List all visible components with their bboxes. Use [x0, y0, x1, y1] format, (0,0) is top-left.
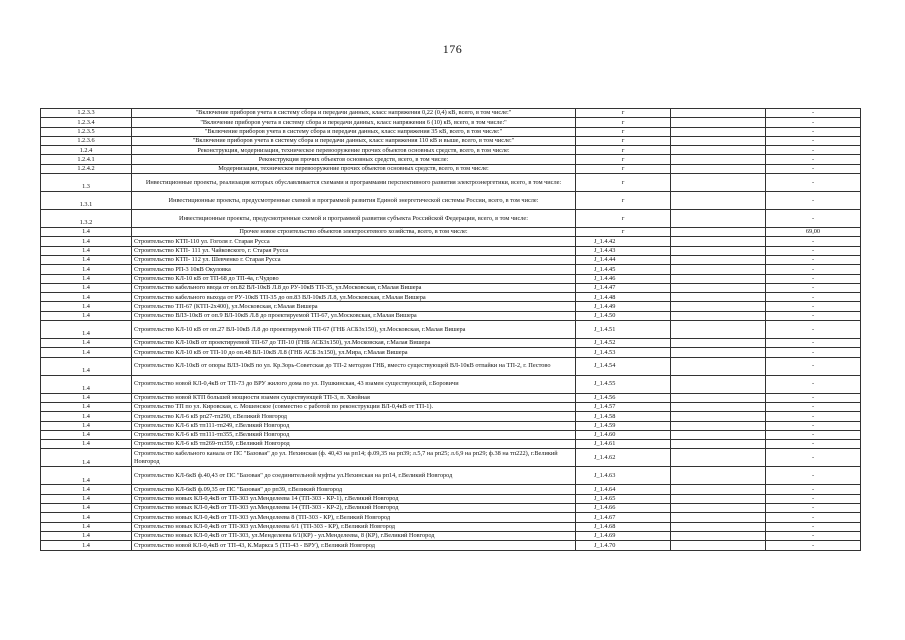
row-code: 1.4 [41, 228, 132, 237]
row-name: Реконструкция, модернизация, техническое перевооружение прочих объектов основных средств, всего, в том числе: [132, 146, 576, 155]
row-value-2: - [766, 402, 861, 411]
row-code: 1.4 [41, 541, 132, 550]
table-row [41, 311, 861, 320]
row-value-1 [671, 402, 766, 411]
investment-table [40, 108, 861, 551]
row-identifier: J_1.4.60 [576, 430, 671, 439]
page-number: 176 [442, 42, 463, 56]
table-row [41, 255, 861, 264]
table-row [41, 265, 861, 274]
row-code: 1.4 [41, 504, 132, 513]
row-value-2: - [766, 421, 861, 430]
row-value-1 [671, 246, 766, 255]
row-value-1 [671, 440, 766, 449]
row-value-2: - [766, 283, 861, 292]
row-value-1 [671, 164, 766, 173]
row-identifier: J_1.4.43 [576, 246, 671, 255]
row-value-1 [671, 293, 766, 302]
row-value-2: - [766, 146, 861, 155]
table-row [41, 164, 861, 173]
row-identifier: J_1.4.49 [576, 302, 671, 311]
row-identifier: J_1.4.45 [576, 265, 671, 274]
row-value-1 [671, 531, 766, 540]
table-row [41, 531, 861, 540]
row-name: Строительство КЛ-6кВ ф.40,43 от ПС "Базовая" до соединительной муфты ул.Нехинская на рп14, г.Великий Новгород [132, 467, 576, 485]
row-value-1 [671, 513, 766, 522]
table-row [41, 467, 861, 485]
row-value-2: - [766, 192, 861, 210]
row-name: Строительство КТП- 111 ул. Чайковского, г. Старая Русса [132, 246, 576, 255]
row-value-2: - [766, 311, 861, 320]
row-name: Строительство новых КЛ-0,4кВ от ТП-303 ул.Менделеева 6/1 (ТП-303 - КР), г.Великий Новгород [132, 522, 576, 531]
row-identifier: J_1.4.57 [576, 402, 671, 411]
table-row [41, 421, 861, 430]
table-row [41, 449, 861, 467]
row-identifier: г [576, 118, 671, 127]
row-code: 1.4 [41, 494, 132, 503]
row-value-1 [671, 504, 766, 513]
row-identifier: г [576, 192, 671, 210]
row-name: Строительство ТП по ул. Кировская, с. Мошенское (совместно с работой по реконструкции ВЛ-0,4кВ от ТП-1). [132, 402, 576, 411]
row-identifier: г [576, 174, 671, 192]
table-row [41, 440, 861, 449]
table-row [41, 192, 861, 210]
row-identifier: J_1.4.62 [576, 449, 671, 467]
row-value-2: - [766, 293, 861, 302]
row-value-1 [671, 237, 766, 246]
row-code: 1.4 [41, 339, 132, 348]
table-row [41, 136, 861, 145]
row-value-1 [671, 228, 766, 237]
row-value-2: - [766, 522, 861, 531]
row-value-1 [671, 339, 766, 348]
row-code: 1.2.4.2 [41, 164, 132, 173]
row-name: Инвестиционные проекты, предусмотренные схемой и программой развития Единой энергетической системы России, всего, в том числе: [132, 192, 576, 210]
row-value-2: - [766, 541, 861, 550]
table-row [41, 375, 861, 393]
row-name: Строительство кабельного выхода от РУ-10кВ ТП-35 до оп.83 ВЛ-10кВ Л.8, ул.Московская, г.Малая Вишера [132, 293, 576, 302]
row-name: Строительство КТП-110 ул. Гоголя г. Старая Русса [132, 237, 576, 246]
row-value-2: - [766, 357, 861, 375]
row-value-2: - [766, 210, 861, 228]
row-value-1 [671, 302, 766, 311]
row-value-2: - [766, 118, 861, 127]
row-name: Строительство КЛ-6кВ ф.09,35 от ПС "Базовая" до рп39, г.Великий Новгород [132, 485, 576, 494]
row-value-1 [671, 449, 766, 467]
row-code: 1.4 [41, 302, 132, 311]
row-value-2: - [766, 265, 861, 274]
row-value-2: - [766, 485, 861, 494]
row-value-1 [671, 467, 766, 485]
row-identifier: J_1.4.65 [576, 494, 671, 503]
row-code: 1.4 [41, 412, 132, 421]
row-value-1 [671, 109, 766, 118]
row-value-2: - [766, 321, 861, 339]
row-name: Строительство кабельного ввода от оп.82 ВЛ-10кВ Л.8 до РУ-10кВ ТП-35, ул.Московская, г.Малая Вишера [132, 283, 576, 292]
row-name: Реконструкция прочих объектов основных средств, всего, в том числе: [132, 155, 576, 164]
table-row [41, 274, 861, 283]
row-value-1 [671, 210, 766, 228]
row-value-1 [671, 430, 766, 439]
row-identifier: J_1.4.68 [576, 522, 671, 531]
row-identifier: J_1.4.56 [576, 393, 671, 402]
row-name: "Включение приборов учета в систему сбора и передачи данных, класс напряжения 6 (10) кВ, всего, в том числе:" [132, 118, 576, 127]
row-code: 1.4 [41, 485, 132, 494]
row-identifier: J_1.4.44 [576, 255, 671, 264]
row-code: 1.2.3.6 [41, 136, 132, 145]
row-value-1 [671, 283, 766, 292]
table-row [41, 283, 861, 292]
row-identifier: J_1.4.70 [576, 541, 671, 550]
row-name: Строительство новых КЛ-0,4кВ от ТП-303 ул.Менделеева 14 (ТП-303 - КР-2), г.Великий Новгород [132, 504, 576, 513]
row-value-1 [671, 311, 766, 320]
row-name: "Включение приборов учета в систему сбора и передачи данных, класс напряжения 110 кВ и выше, всего, в том числе:" [132, 136, 576, 145]
row-name: Строительство КТП- 112 ул. Шевченко г. Старая Русса [132, 255, 576, 264]
row-name: Инвестиционные проекты, предусмотренные схемой и программой развития субъекта Российской Федерации, всего, в том числе: [132, 210, 576, 228]
row-value-2: - [766, 393, 861, 402]
row-name: Строительство КЛ-6 кВ тп111-тп355, г.Великий Новгород [132, 430, 576, 439]
row-value-2: - [766, 412, 861, 421]
row-code: 1.4 [41, 311, 132, 320]
row-value-2: - [766, 164, 861, 173]
row-value-2: - [766, 136, 861, 145]
row-name: Строительство новых КЛ-0,4кВ от ТП-303 ул.Менделеева 14 (ТП-303 - КР-1), г.Великий Новгород [132, 494, 576, 503]
row-name: Строительство новой КЛ-0,4кВ от ТП-73 до ВРУ жилого дома по ул. Пушкинская, 43 взамен существующей, г.Боровичи [132, 375, 576, 393]
row-value-1 [671, 412, 766, 421]
row-name: Строительство КЛ-10 кВ от ТП-68 до ТП-4а, г.Чудово [132, 274, 576, 283]
row-value-2: - [766, 174, 861, 192]
row-code: 1.4 [41, 375, 132, 393]
row-identifier: г [576, 155, 671, 164]
row-code: 1.4 [41, 449, 132, 467]
row-code: 1.4 [41, 237, 132, 246]
row-identifier: г [576, 146, 671, 155]
row-identifier: J_1.4.52 [576, 339, 671, 348]
row-value-1 [671, 421, 766, 430]
row-value-2: - [766, 504, 861, 513]
row-name: Строительство КЛ-10 кВ от оп.27 ВЛ-10кВ Л.8 до проектируемой ТП-67 (ГНБ АСБ3х150), ул.Московская, г.Малая Вишера [132, 321, 576, 339]
row-name: Строительство КЛ-10 кВ от ТП-10 до оп.48 ВЛ-10кВ Л.8 (ГНБ АСБ 3х150), ул.Мира, г.Малая Вишера [132, 348, 576, 357]
row-name: Строительство новых КЛ-0,4кВ от ТП-303 ул.Менделеева 8 (ТП-303 - КР), г.Великий Новгород [132, 513, 576, 522]
row-identifier: J_1.4.69 [576, 531, 671, 540]
row-code: 1.4 [41, 531, 132, 540]
row-name: Строительство КЛ-6 кВ тп269-тп359, г.Великий Новгород [132, 440, 576, 449]
row-name: Строительство кабельного канала от ПС "Базовая" до ул. Нехинская (ф. 40,43 на рп14; ф.09,35 на рп39; л.5,7 на рп25; л.6,9 на рп29; ф.38 на тп222), г.Великий Новгород [132, 449, 576, 467]
row-code: 1.4 [41, 255, 132, 264]
row-value-1 [671, 146, 766, 155]
row-value-2: - [766, 513, 861, 522]
row-name: Строительство ВЛЗ-10кВ от оп.9 ВЛ-10кВ Л.8 до проектируемой ТП-67, ул.Московская, г.Малая Вишера [132, 311, 576, 320]
table-row [41, 109, 861, 118]
row-value-1 [671, 255, 766, 264]
row-code: 1.4 [41, 430, 132, 439]
row-identifier: г [576, 109, 671, 118]
row-code: 1.4 [41, 467, 132, 485]
row-value-1 [671, 321, 766, 339]
row-identifier: J_1.4.63 [576, 467, 671, 485]
row-value-2: - [766, 109, 861, 118]
row-identifier: J_1.4.59 [576, 421, 671, 430]
row-code: 1.2.3.4 [41, 118, 132, 127]
row-identifier: J_1.4.61 [576, 440, 671, 449]
table-body [41, 109, 861, 551]
row-code: 1.4 [41, 402, 132, 411]
row-value-2: - [766, 302, 861, 311]
row-name: Строительство ТП-67 (КТП-2х400), ул.Московская, г.Малая Вишера [132, 302, 576, 311]
table-row [41, 494, 861, 503]
row-name: Строительство новой КЛ-0,4кВ от ТП-43, К.Маркса 5 (ТП-43 - ВРУ), г.Великий Новгород [132, 541, 576, 550]
row-code: 1.2.4.1 [41, 155, 132, 164]
row-value-2: - [766, 494, 861, 503]
row-code: 1.4 [41, 513, 132, 522]
row-name: Строительство новых КЛ-0,4кВ от ТП-303, ул.Менделеева 6/1(КР) - ул.Менделеева, 8 (КР), г.Великий Новгород [132, 531, 576, 540]
row-code: 1.4 [41, 283, 132, 292]
row-identifier: J_1.4.54 [576, 357, 671, 375]
row-value-1 [671, 118, 766, 127]
row-value-2: 69,00 [766, 228, 861, 237]
table-row [41, 430, 861, 439]
row-value-2: - [766, 127, 861, 136]
row-value-1 [671, 265, 766, 274]
row-code: 1.4 [41, 321, 132, 339]
row-code: 1.4 [41, 246, 132, 255]
row-code: 1.3 [41, 174, 132, 192]
row-value-1 [671, 274, 766, 283]
row-identifier: J_1.4.50 [576, 311, 671, 320]
row-code: 1.2.3.3 [41, 109, 132, 118]
table-row [41, 246, 861, 255]
row-identifier: J_1.4.67 [576, 513, 671, 522]
row-value-1 [671, 541, 766, 550]
row-value-2: - [766, 155, 861, 164]
row-identifier: J_1.4.58 [576, 412, 671, 421]
row-identifier: г [576, 127, 671, 136]
row-value-1 [671, 485, 766, 494]
row-value-2: - [766, 255, 861, 264]
row-name: Строительство РП-3 10кВ Окуловка [132, 265, 576, 274]
row-value-2: - [766, 375, 861, 393]
row-name: "Включение приборов учета в систему сбора и передачи данных, класс напряжения 35 кВ, всего, в том числе:" [132, 127, 576, 136]
row-name: Инвестиционные проекты, реализация которых обуславливается схемами и программами перспективного развития электроэнергетики, всего, в том числе: [132, 174, 576, 192]
row-identifier: J_1.4.64 [576, 485, 671, 494]
table-row [41, 402, 861, 411]
row-code: 1.4 [41, 357, 132, 375]
table-row [41, 339, 861, 348]
table-row [41, 541, 861, 550]
table-row [41, 155, 861, 164]
row-value-2: - [766, 237, 861, 246]
row-value-2: - [766, 467, 861, 485]
row-identifier: J_1.4.48 [576, 293, 671, 302]
row-value-2: - [766, 339, 861, 348]
row-name: Строительство КЛ-10кВ от проектируемой ТП-67 до ТП-10 (ГНБ АСБ3х150), ул.Московская, г.Малая Вишера [132, 339, 576, 348]
row-code: 1.4 [41, 421, 132, 430]
table-row [41, 174, 861, 192]
row-identifier: J_1.4.51 [576, 321, 671, 339]
row-code: 1.3.2 [41, 210, 132, 228]
table-row [41, 513, 861, 522]
row-value-2: - [766, 449, 861, 467]
row-name: "Включение приборов учета в систему сбора и передачи данных, класс напряжения 0,22 (0,4) кВ, всего, в том числе:" [132, 109, 576, 118]
row-identifier: J_1.4.66 [576, 504, 671, 513]
row-name: Строительство КЛ-10кВ от опоры ВЛЗ-10кВ по ул. Кр.Зорь-Советская до ТП-2 методом ГНБ, вместо существующей ВЛ-10кВ отпайки на ТП-2, г. Пестово [132, 357, 576, 375]
row-value-1 [671, 174, 766, 192]
row-value-2: - [766, 348, 861, 357]
row-code: 1.4 [41, 393, 132, 402]
table-row [41, 321, 861, 339]
row-value-1 [671, 522, 766, 531]
row-value-1 [671, 155, 766, 164]
table-row [41, 210, 861, 228]
row-code: 1.2.4 [41, 146, 132, 155]
row-identifier: г [576, 210, 671, 228]
row-value-2: - [766, 531, 861, 540]
row-value-1 [671, 357, 766, 375]
table-row [41, 393, 861, 402]
row-name: Модернизация, техническое перевооружение прочих объектов основных средств, всего, в том числе: [132, 164, 576, 173]
row-name: Строительство КЛ-6 кВ тп111-тп249, г.Великий Новгород [132, 421, 576, 430]
row-identifier: г [576, 136, 671, 145]
row-identifier: J_1.4.42 [576, 237, 671, 246]
row-name: Прочее новое строительство объектов электросетевого хозяйства, всего, в том числе: [132, 228, 576, 237]
table-row [41, 357, 861, 375]
row-name: Строительство новой КТП большей мощности взамен существующей ТП-3, п. Хвойная [132, 393, 576, 402]
table-row [41, 118, 861, 127]
row-value-1 [671, 375, 766, 393]
row-value-1 [671, 192, 766, 210]
row-value-1 [671, 127, 766, 136]
table-row [41, 127, 861, 136]
row-code: 1.4 [41, 522, 132, 531]
row-identifier: J_1.4.46 [576, 274, 671, 283]
row-identifier: J_1.4.47 [576, 283, 671, 292]
table-row [41, 228, 861, 237]
row-code: 1.4 [41, 293, 132, 302]
row-name: Строительство КЛ-6 кВ рп27-тп290, г.Великий Новгород [132, 412, 576, 421]
table-row [41, 146, 861, 155]
row-code: 1.4 [41, 348, 132, 357]
table-row [41, 293, 861, 302]
row-value-2: - [766, 246, 861, 255]
table-row [41, 237, 861, 246]
table-row [41, 504, 861, 513]
row-value-1 [671, 393, 766, 402]
row-identifier: J_1.4.55 [576, 375, 671, 393]
row-identifier: г [576, 164, 671, 173]
table-row [41, 302, 861, 311]
row-code: 1.4 [41, 274, 132, 283]
table-row [41, 412, 861, 421]
table-row [41, 348, 861, 357]
row-value-2: - [766, 440, 861, 449]
row-value-2: - [766, 274, 861, 283]
row-code: 1.2.3.5 [41, 127, 132, 136]
table-row [41, 522, 861, 531]
row-value-1 [671, 348, 766, 357]
table-row [41, 485, 861, 494]
row-value-1 [671, 494, 766, 503]
row-value-2: - [766, 430, 861, 439]
row-identifier: г [576, 228, 671, 237]
row-code: 1.4 [41, 265, 132, 274]
row-value-1 [671, 136, 766, 145]
row-code: 1.4 [41, 440, 132, 449]
row-identifier: J_1.4.53 [576, 348, 671, 357]
row-code: 1.3.1 [41, 192, 132, 210]
